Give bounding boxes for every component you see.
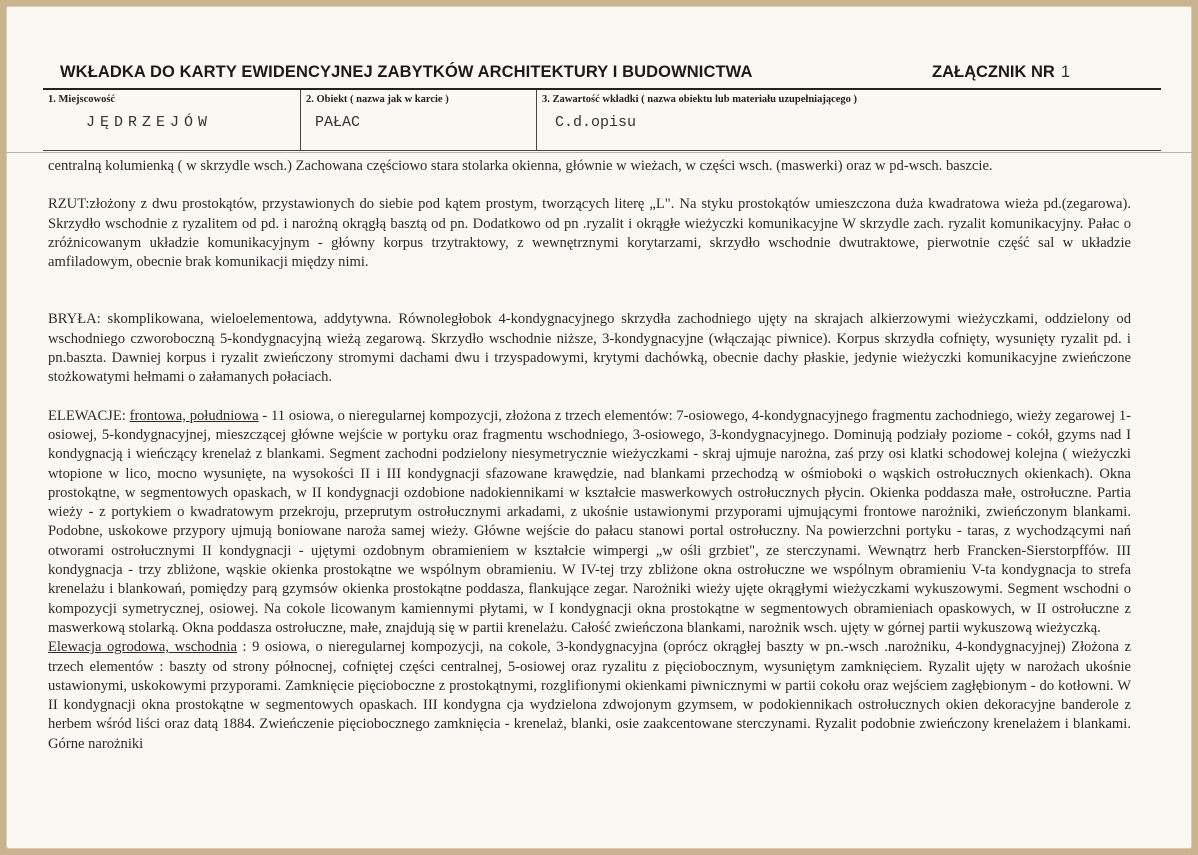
paragraph-bryla: BRYŁA: skomplikowana, wieloelementowa, addytywna. Równoległobok 4-kondygnacyjnego skrzydła zachodniego ujęty na skrajach alkierzowymi wieżyczkami, oddzielony od wschodniego czworoboczną 5-kondygnacyjną wieżą zegarową. Skrzydło wschodnie niższe, 3-kondygnacyjne (włączając piwnice). Korpus skrzydła cofnięty, wysunięty ryzalit pd. i pn.baszta. Dawniej korpus i ryzalit zwieńczony stromymi dachami dwu i trzyspadowymi, krytymi dachówką, obecnie dachy płaskie, jedynie wieżyczki komunikacyjne zwieńczone stożkowatymi hełmami o załamanych połaciach.: [48, 311, 1131, 386]
description-body: [48, 157, 1131, 754]
attachment-label-text: ZAŁĄCZNIK NR: [932, 63, 1055, 81]
elewacja-ogrodowa-heading: Elewacja ogrodowa, wschodnia: [48, 639, 237, 656]
paragraph-continuation: centralną kolumienką ( w skrzydle wsch.) Zachowana częściowo stara stolarka okienna, głównie w wieżach, w części wsch. (maswerki) oraz w pd-wsch. baszcie.: [48, 158, 993, 174]
insert-edge-line: [6, 152, 1192, 153]
content-value: C.d.opisu: [555, 114, 637, 131]
content-label: 3. Zawartość wkładki ( nazwa obiektu lub materiału uzupełniającego ): [542, 94, 858, 105]
elewacje-front-text: - 11 osiowa, o nieregularnej kompozycji, złożona z trzech elementów: 7-osiowego, 4-kondygnacyjnego fragmentu zachodniego, wieży zegarowej 1-osiowej, 5-kondygnacyjnej, mieszczącej główne wejście w portyku oraz fragmentu wschodniego, 3-osiowego, 3-kondygnacyjnego. Dominują podziały poziome - cokół, gzyms nad I kondygnacją i wieńczący krenelaż z blankami. Segment zachodni podzielony niesymetrycznie wieżyczkami - skraj ujmuje narożna, zaś przy osi klatki schodowej kolejna ( wieżyczki wtopione w lico, mocno wysunięte, na wysokości II i III kondygnacji sfazowane krawędzie, nad blankami przechodzą w ośmioboki o wąskich ostrołucznych okienkach). Okna prostokątne, w segmentowych opaskach, w II kondygnacji ozdobione nadokiennikami w kształcie maswerkowych ostrołucznych płycin. Okienka poddasza małe, ostrołuczne. Partia wieży - z portykiem o kwadratowym przekroju, przeprutym ostrołucznymi arkadami, z ukośnie ustawionymi przyporami ujmującymi frontowe narożniki, zwieńczonym blankami. Podobne, uskokowe przypory ujmują boniowane naroża samej wieży. Główne wejście do pałacu stanowi portal ostrołuczny. Na powierzchni portyku - taras, z wychodzącymi nań otworami ostrołucznymi II kondygnacji - ujętymi ozdobnym obramieniem w kształcie wimpergi „w ośli grzbiet", ze sterczynami. Wewnątrz herb Francken-Sierstorpffów. III kondygnacja - trzy zbliżone, wąskie okienka prostokątne we wspólnym obramieniu. W IV-tej trzy zbliżone okna ostrołuczne we wspólnym obramieniu V-ta kondygnacja to strefa krenelażu i blankowań, pomiędzy parą gzymsów okienka prostokątne poddasza, flankujące zegar. Narożniki wieży ujęte okrągłymi wieżyczkami wykuszowymi. Segment wschodni o kompozycji symetrycznej, osiowej. Na cokole licowanym kamiennymi płytami, w I kondygnacji okna prostokątne w segmentowych obramieniach opaskowych, w II ostrołuczne z maswerkową stolarką. Okna poddasza ostrołuczne, małe, znajdują się w partii krenelażu. Całość zwieńczona blankami, narożnik wsch. ujęty w górnej partii wykuszową wieżyczką.: [48, 407, 1131, 636]
form-title: WKŁADKA DO KARTY EWIDENCYJNEJ ZABYTKÓW ARCHITEKTURY I BUDOWNICTWA: [60, 63, 753, 81]
object-value: PAŁAC: [315, 114, 361, 131]
elewacje-front-heading: frontowa, południowa: [129, 407, 259, 424]
form-fields-row: [43, 90, 1161, 151]
object-label: 2. Obiekt ( nazwa jak w karcie ): [306, 94, 449, 105]
locality-field: [43, 90, 300, 150]
object-field: [300, 90, 537, 150]
locality-value: JĘDRZEJÓW: [86, 114, 213, 131]
content-field: [536, 90, 1162, 150]
attachment-label: [932, 63, 1070, 82]
elewacje-lead: ELEWACJE:: [48, 407, 130, 424]
elewacja-ogrodowa-text: : 9 osiowa, o nieregularnej kompozycji, na cokole, 3-kondygnacyjna (oprócz okrągłej baszty w pn.-wsch .narożniku, 4-kondygnacyjnej) Złożona z trzech elementów : baszty od strony północnej, cofniętej części centralnej, 5-osiowej oraz ryzalitu z pięciobocznym, wysuniętym zamknięciem. Ryzalit ujęty w narożach ukośnie ustawionymi, uskokowymi przyporami. Zamknięcie pięcioboczne z prostokątnymi, rozglifionymi okienkami piwnicznymi w partii cokołu oraz wejściem zagłębionym - do kotłowni. W II kondygnacji okna prostokątne w segmentowych opaskach. III kondygna cja wydzielona zdwojonym gzymsem, w podokiennikach ostrołucznych okien dekoracyjne banderole z herbem wśród liści oraz datą 1884. Zwieńczenie pięciobocznego zamknięcia - krenelaż, blanki, osie zaakcentowane sterczynami. Ryzalit podobnie zwieńczony krenelażem i blankami. Górne narożniki: [48, 639, 1131, 752]
locality-label: 1. Miejscowość: [48, 94, 116, 105]
paragraph-rzut: RZUT:złożony z dwu prostokątów, przystawionych do siebie pod kątem prostym, tworzących literę „L". Na styku prostokątów umieszczona duża kwadratowa wieża pd.(zegarowa). Skrzydło wschodnie z ryzalitem od pd. i narożną okrągłą basztą od pn. Dodatkowo od pn .ryzalit i okrągłe wieżyczki komunikacyjne W skrzydle zach. ryzalit komunikacyjny. Pałac o zróżnicowanym układzie komunikacyjnym - główny korpus trzytraktowy, z wewnętrznymi korytarzami, skrzydło wschodnie dwutraktowe, pierwotnie część sal w układzie amfiladowym, obecnie brak komunikacji między nimi.: [48, 196, 1131, 271]
paragraph-elewacja-ogrodowa: [48, 638, 1131, 754]
attachment-number: 1: [1060, 63, 1071, 81]
paragraph-elewacje: [48, 407, 1131, 639]
